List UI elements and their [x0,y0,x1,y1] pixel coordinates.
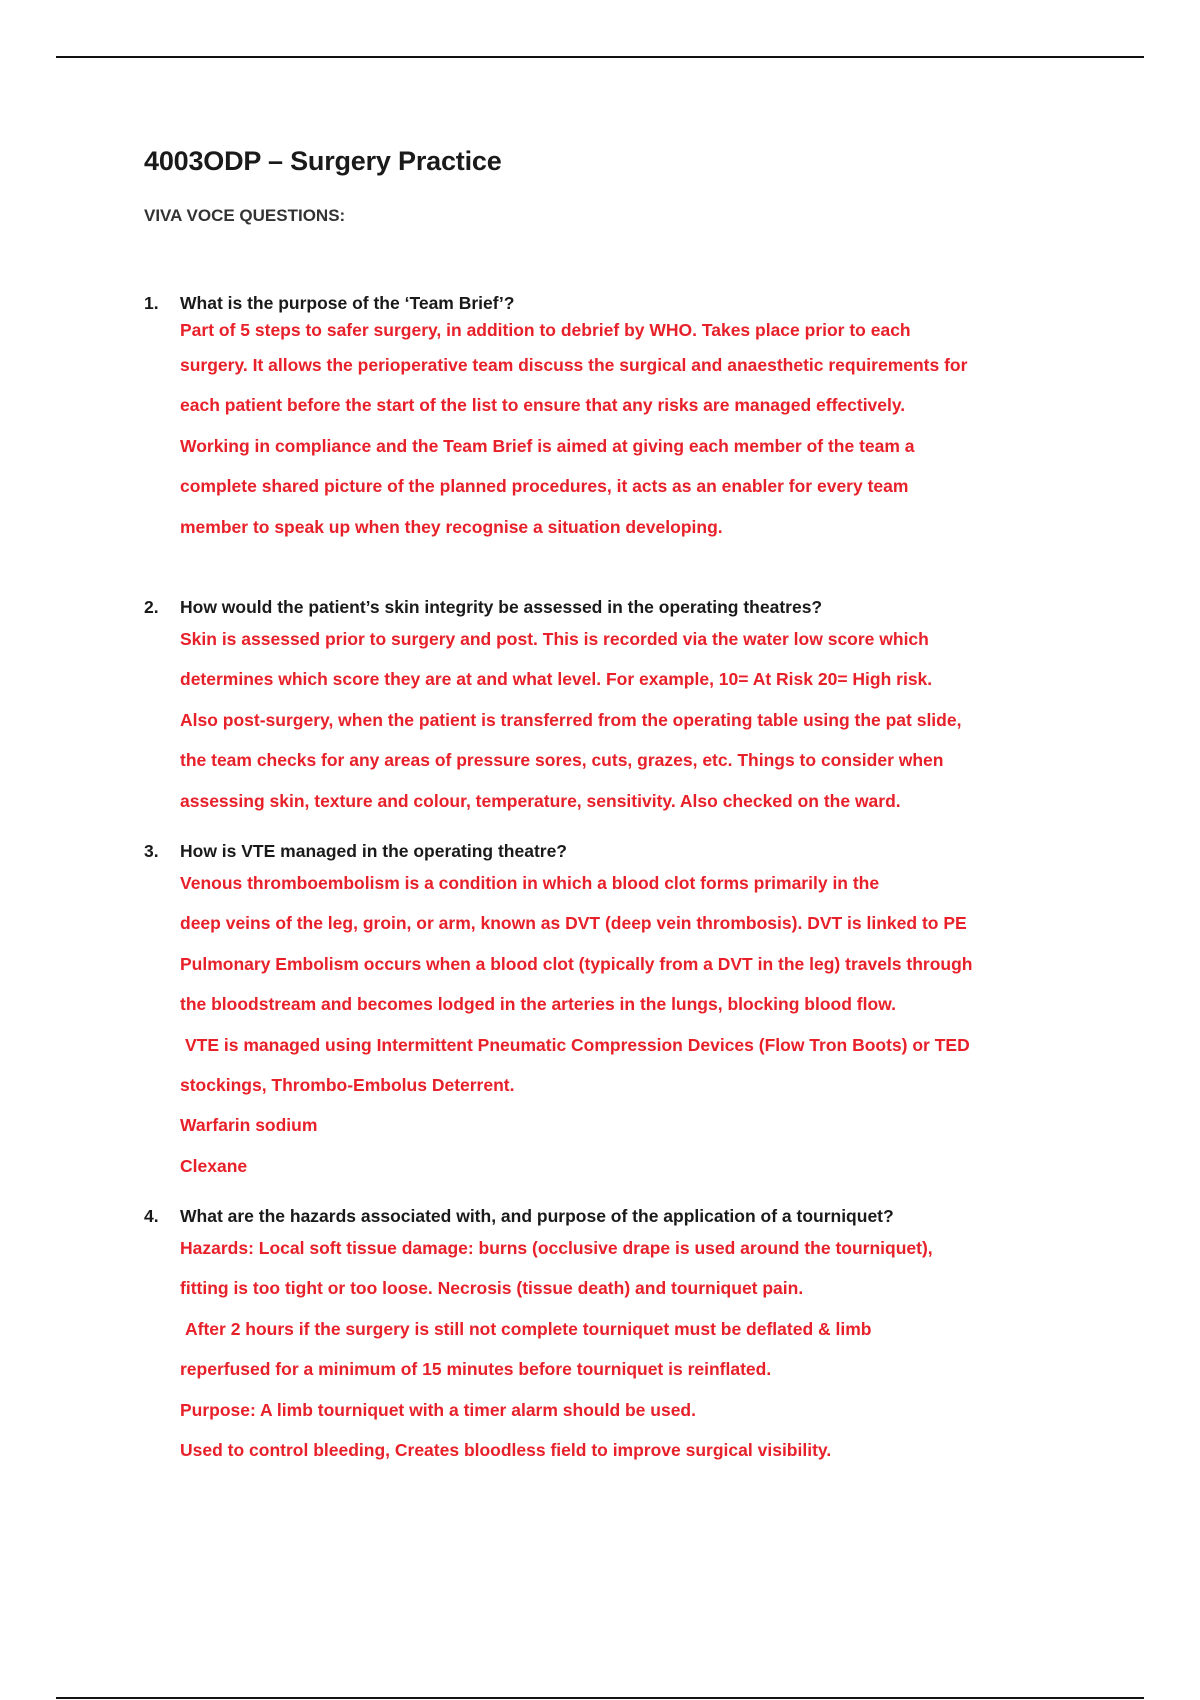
question-block-1 [144,291,1064,547]
answer-line: each patient before the start of the list to ensure that any risks are managed effectively. [180,395,906,416]
answer-line: Also post-surgery, when the patient is transferred from the operating table using the pat slide, [180,709,962,730]
footer-rule [56,1697,1144,1699]
answer-line: Skin is assessed prior to surgery and post. This is recorded via the water low score which [180,629,929,649]
question-text: What are the hazards associated with, and purpose of the application of a tourniquet? [180,1206,894,1226]
answer-line: Venous thromboembolism is a condition in which a blood clot forms primarily in the [180,873,880,893]
header-rule [56,56,1144,58]
question-number: 2. [144,597,159,617]
answer-line: Hazards: Local soft tissue damage: burns (occlusive drape is used around the tourniquet), [180,1238,933,1258]
question-1 [144,291,1064,315]
answer-line: the team checks for any areas of pressure sores, cuts, grazes, etc. Things to consider when [180,750,944,771]
answer-line: VTE is managed using Intermittent Pneumatic Compression Devices (Flow Tron Boots) or TED [185,1034,970,1055]
question-text: How is VTE managed in the operating theatre? [180,841,567,861]
answer-line: the bloodstream and becomes lodged in the arteries in the lungs, blocking blood flow. [180,994,896,1015]
question-text: What is the purpose of the ‘Team Brief’? [180,293,515,313]
answer-line: Part of 5 steps to safer surgery, in addition to debrief by WHO. Takes place prior to each [180,320,911,340]
question-text: How would the patient’s skin integrity be assessed in the operating theatres? [180,597,823,617]
question-3 [144,839,1064,863]
answer-3 [144,863,1064,1186]
answer-line: determines which score they are at and what level. For example, 10= At Risk 20= High risk. [180,669,933,690]
question-block-4 [144,1204,1064,1470]
question-number: 1. [144,293,159,313]
question-block-2 [144,595,1064,821]
answer-2 [144,619,1064,821]
answer-line: member to speak up when they recognise a situation developing. [180,516,723,537]
answer-4 [144,1228,1064,1470]
answer-line: deep veins of the leg, groin, or arm, known as DVT (deep vein thrombosis). DVT is linked to PE [180,913,967,934]
answer-line: surgery. It allows the perioperative team discuss the surgical and anaesthetic requirements for [180,355,968,375]
answer-line: fitting is too tight or too loose. Necrosis (tissue death) and tourniquet pain. [180,1278,804,1299]
answer-line: complete shared picture of the planned procedures, it acts as an enabler for every team [180,476,909,497]
answer-line: Working in compliance and the Team Brief is aimed at giving each member of the team a [180,435,915,456]
answer-line: Pulmonary Embolism occurs when a blood clot (typically from a DVT in the leg) travels through [180,953,973,974]
question-number: 4. [144,1206,159,1226]
question-2 [144,595,1064,619]
question-number: 3. [144,841,159,861]
answer-line: Purpose: A limb tourniquet with a timer alarm should be used. [180,1399,696,1420]
answer-line: stockings, Thrombo-Embolus Deterrent. [180,1074,515,1095]
document-title: 4003ODP – Surgery Practice [144,146,502,176]
document-subtitle: VIVA VOCE QUESTIONS: [144,206,346,225]
answer-line: Clexane [180,1155,248,1176]
question-4 [144,1204,1064,1228]
answer-line: Warfarin sodium [180,1115,318,1136]
answer-line: reperfused for a minimum of 15 minutes before tourniquet is reinflated. [180,1359,772,1380]
answer-line: assessing skin, texture and colour, temperature, sensitivity. Also checked on the ward. [180,790,901,811]
answer-line: Used to control bleeding, Creates bloodless field to improve surgical visibility. [180,1439,832,1460]
answer-line: After 2 hours if the surgery is still not complete tourniquet must be deflated & limb [185,1318,872,1339]
answer-1 [144,315,1064,547]
question-block-3 [144,839,1064,1186]
